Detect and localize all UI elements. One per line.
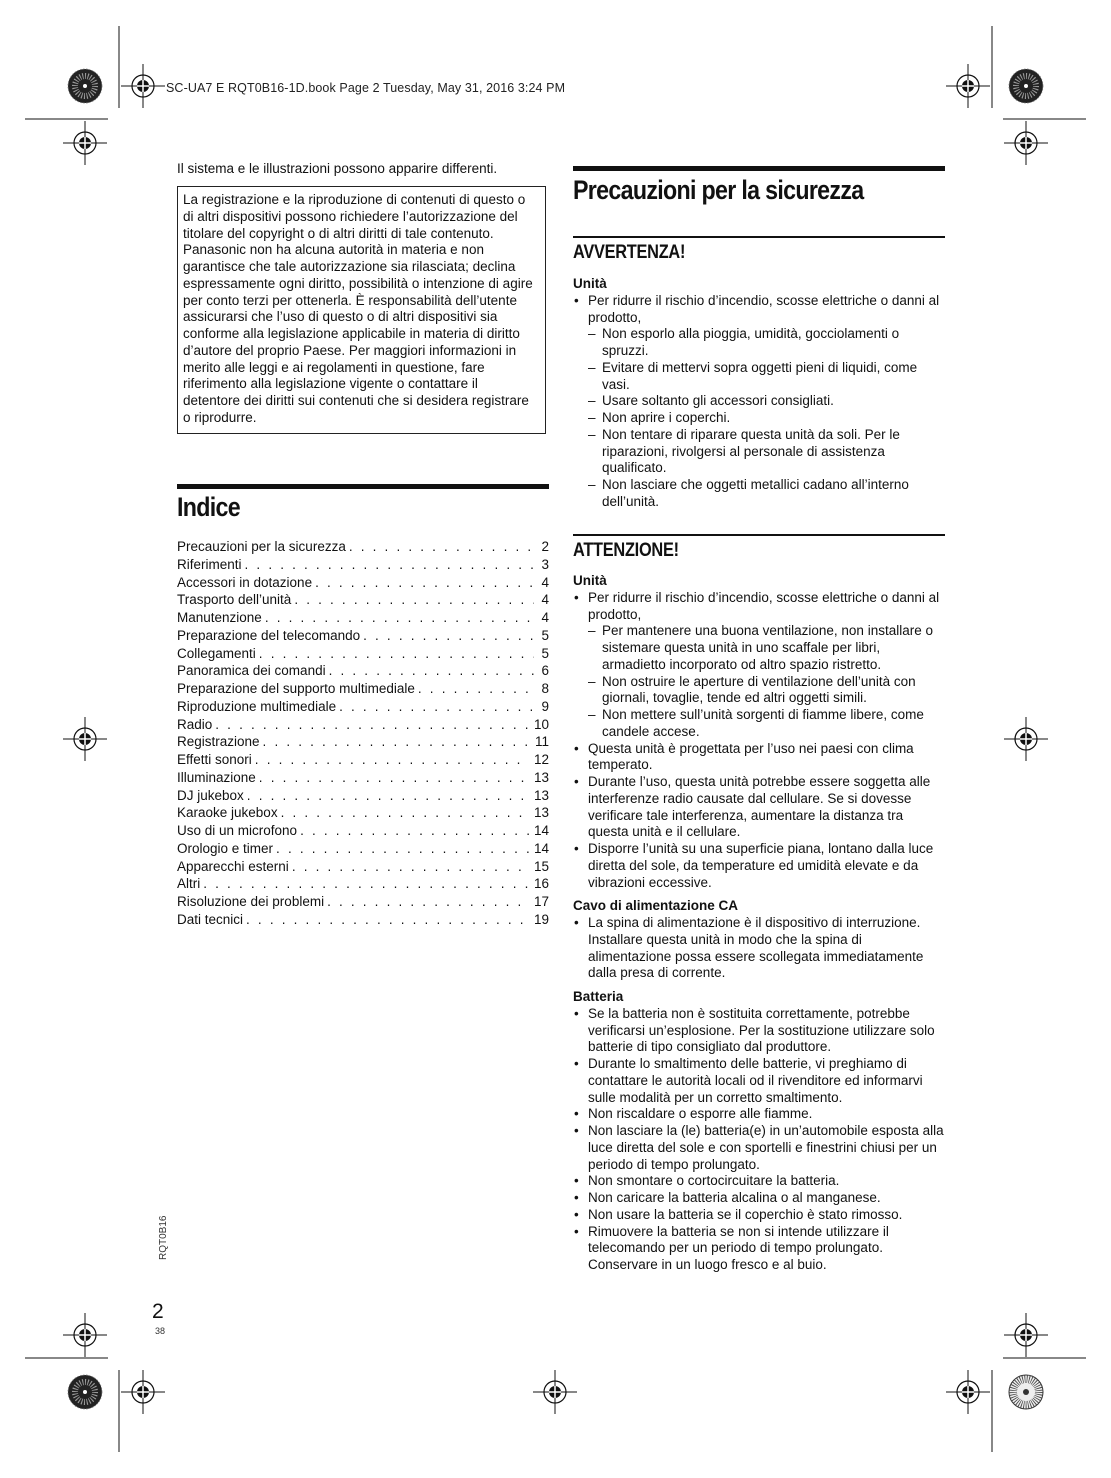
toc-leader-dots <box>281 805 529 820</box>
toc-leader-dots <box>315 575 534 590</box>
list-item: – Per mantenere una buona ventilazione, non installare o sistemare questa unità in uno scaffale per libri, armadietto incorporato od altro spazio ristretto. <box>573 623 945 673</box>
list-item: • Rimuovere la batteria se non si intende utilizzare il telecomando per un periodo di tempo prolungato. Conservare in un luogo fresco e al buio. <box>573 1224 945 1274</box>
toc-entry-title: Riferimenti <box>177 556 242 572</box>
toc-leader-dots <box>259 770 529 785</box>
toc-entry-title: Altri <box>177 876 201 892</box>
toc-entry-title: Risoluzione dei problemi <box>177 894 325 909</box>
page-number: 2 <box>152 1300 164 1323</box>
toc-entry-page: 12 <box>533 752 549 767</box>
toc-leader-dots <box>300 823 529 838</box>
registration-mark <box>63 121 107 165</box>
toc-leader-dots <box>294 592 534 607</box>
list-item: – Non aprire i coperchi. <box>573 410 945 427</box>
list-item: • Non smontare o cortocircuitare la batteria. <box>573 1173 945 1190</box>
warning-heading: AVVERTENZA! <box>573 242 686 263</box>
toc-entry-page: 11 <box>534 734 549 750</box>
toc-entry-page: 4 <box>541 610 549 625</box>
registration-mark <box>63 1313 107 1357</box>
list-item: • Disporre l’unità su una superficie piana, lontano dalla luce diretta del sole, da temperature ed umidità elevate e da vibrazioni eccessive. <box>573 841 945 891</box>
toc-entry <box>177 823 549 841</box>
print-header: SC-UA7 E RQT0B16-1D.book Page 2 Tuesday, May 31, 2016 3:24 PM <box>166 81 566 95</box>
toc-entry-title: Trasporto dell’unità <box>177 592 292 608</box>
toc-entry-page: 3 <box>541 556 549 572</box>
toc-leader-dots <box>349 539 534 554</box>
intro-line: Il sistema e le illustrazioni possono apparire differenti. <box>177 161 498 176</box>
warning-section <box>573 276 945 511</box>
safety-heading: Precauzioni per la sicurezza <box>573 175 864 205</box>
toc-entry <box>177 717 549 735</box>
toc-entry-title: Panoramica dei comandi <box>177 663 326 679</box>
toc-leader-dots <box>327 894 529 909</box>
toc-entry-title: DJ jukebox <box>177 787 244 803</box>
section-bar <box>177 484 549 489</box>
toc-entry-page: 19 <box>533 911 549 927</box>
toc-entry-page: 5 <box>541 645 549 661</box>
toc-entry-page: 4 <box>541 574 549 590</box>
registration-mark <box>946 64 990 108</box>
registration-mark <box>63 717 107 761</box>
list-item: – Non mettere sull’unità sorgenti di fiamme libere, come candele accese. <box>573 707 945 741</box>
starburst-mark <box>68 69 102 103</box>
toc-leader-dots <box>363 628 534 643</box>
toc-leader-dots <box>276 841 529 856</box>
toc-leader-dots <box>255 752 529 767</box>
toc-entry-title: Karaoke jukebox <box>177 805 278 821</box>
toc-entry <box>177 912 549 930</box>
toc-entry-title: Preparazione del supporto multimediale <box>177 681 415 696</box>
toc-entry-title: Preparazione del telecomando <box>177 627 361 643</box>
toc-leader-dots <box>418 681 534 696</box>
toc-entry <box>177 681 549 699</box>
registration-mark <box>533 1370 577 1414</box>
toc-entry-title: Uso di un microfono <box>177 823 298 838</box>
toc-entry-page: 13 <box>533 805 549 821</box>
toc-entry <box>177 646 549 664</box>
toc-entry-page: 13 <box>533 787 549 803</box>
toc-entry-page: 9 <box>541 698 549 714</box>
registration-mark <box>121 1370 165 1414</box>
toc-entry-page: 17 <box>533 894 549 909</box>
toc-leader-dots <box>339 699 534 714</box>
copyright-notice-box <box>177 186 546 434</box>
list-item: • Non lasciare la (le) batteria(e) in un’automobile esposta alla luce diretta del sole e con sportelli e finestrini chiusi per un periodo di tempo prolungato. <box>573 1123 945 1173</box>
toc-entry <box>177 770 549 788</box>
section-bar <box>573 166 945 171</box>
caution-heading: ATTENZIONE! <box>573 540 679 561</box>
starburst-mark <box>68 1375 102 1409</box>
section-rule <box>573 534 945 536</box>
registration-mark <box>946 1370 990 1414</box>
caution-unit-label: Unità <box>573 573 607 588</box>
list-item: – Evitare di mettervi sopra oggetti pieni di liquidi, come vasi. <box>573 360 945 394</box>
toc-entry-title: Manutenzione <box>177 610 262 625</box>
page-sub-number: 38 <box>155 1326 166 1336</box>
toc-heading: Indice <box>177 492 240 522</box>
toc-entry-page: 10 <box>533 716 549 732</box>
toc-leader-dots <box>246 912 529 927</box>
toc-entry-title: Illuminazione <box>177 769 256 785</box>
toc-leader-dots <box>215 717 529 732</box>
list-item: • Se la batteria non è sostituita correttamente, potrebbe verificarsi un’esplosione. Per la sostituzione utilizzare solo batterie di tipo consigliato dal produttore. <box>573 1006 945 1056</box>
toc-entry-title: Riproduzione multimediale <box>177 698 337 714</box>
toc-entry <box>177 805 549 823</box>
toc-entry-page: 2 <box>541 539 549 554</box>
toc-leader-dots <box>329 663 534 678</box>
toc-entry <box>177 841 549 859</box>
toc-entry-page: 6 <box>541 663 549 679</box>
list-item: • Non caricare la batteria alcalina o al manganese. <box>573 1190 945 1207</box>
toc-entry <box>177 575 549 593</box>
toc-entry <box>177 628 549 646</box>
list-item: • Non riscaldare o esporre alle fiamme. <box>573 1106 945 1123</box>
toc-entry <box>177 557 549 575</box>
toc-entry <box>177 752 549 770</box>
registration-mark <box>1004 717 1048 761</box>
toc-entry <box>177 539 549 557</box>
toc-entry <box>177 610 549 628</box>
battery-label: Batteria <box>573 989 624 1004</box>
list-item: – Non lasciare che oggetti metallici cadano all’interno dell’unità. <box>573 477 945 511</box>
toc-entry-page: 13 <box>533 769 549 785</box>
toc-entry-title: Radio <box>177 716 213 732</box>
toc-entry <box>177 699 549 717</box>
list-item: • Non usare la batteria se il coperchio è stato rimosso. <box>573 1207 945 1224</box>
starburst-mark <box>1009 1375 1043 1409</box>
toc-entry-page: 15 <box>533 858 549 874</box>
starburst-mark <box>1009 69 1043 103</box>
toc-entry-page: 8 <box>541 681 549 696</box>
toc-entry-page: 16 <box>533 876 549 892</box>
list-item: • Durante l’uso, questa unità potrebbe essere soggetta alle interferenze radio causate dal cellulare. Se si dovesse verificare tale interferenza, aumentare la distanza tra questa unità e il cellulare. <box>573 774 945 841</box>
toc-entry-title: Collegamenti <box>177 645 256 661</box>
registration-mark <box>121 64 165 108</box>
toc-entry <box>177 592 549 610</box>
toc-entry <box>177 663 549 681</box>
registration-mark <box>1004 1313 1048 1357</box>
toc-entry <box>177 734 549 752</box>
copyright-notice-text: La registrazione e la riproduzione di contenuti di questo o di altri dispositivi possono richiedere l’autorizzazione del titolare del copyright o di altri diritti di tale contenuto. Panasonic non ha alcuna autorità in materia e non garantisce che tale autorizzazione sia rilasciata; declina espressamente ogni diritto, possibilità o intenzione di agire per conto terzi per ottenerla. È responsabilità dell’utente assicurarsi che l’uso di questo o di altri dispositivi sia conforme alla legislazione applicabile in materia di diritto d’autore del proprio Paese. Per maggiori informazioni in merito alle leggi e ai regolamenti in questione, fare riferimento alla legislazione vigente o contattare il detentore dei diritti sui contenuti che si desidera registrare o riprodurre. <box>183 192 533 425</box>
ac-cord-label: Cavo di alimentazione CA <box>573 898 739 914</box>
toc-entry <box>177 876 549 894</box>
toc-entry <box>177 859 549 877</box>
list-item: – Non ostruire le aperture di ventilazione dell’unità con giornali, tovaglie, tende ed altri oggetti simili. <box>573 674 945 708</box>
toc-entry-page: 5 <box>541 627 549 643</box>
toc-entry <box>177 894 549 912</box>
list-item: • Questa unità è progettata per l’uso nei paesi con clima temperato. <box>573 741 945 775</box>
list-item: – Non esporlo alla pioggia, umidità, gocciolamenti o spruzzi. <box>573 326 945 360</box>
list-item: – Usare soltanto gli accessori consigliati. <box>573 393 945 410</box>
toc-entry-page: 14 <box>533 840 549 856</box>
toc-entry-title: Registrazione <box>177 734 260 750</box>
toc-entry-title: Apparecchi esterni <box>177 858 289 874</box>
toc-leader-dots <box>247 788 529 803</box>
toc-entry-page: 4 <box>541 592 549 608</box>
toc-entry-title: Accessori in dotazione <box>177 574 313 590</box>
toc-leader-dots <box>265 610 534 625</box>
toc-entry-title: Orologio e timer <box>177 840 274 856</box>
list-item: • Per ridurre il rischio d’incendio, scosse elettriche o danni al prodotto, <box>573 590 945 624</box>
toc-entry-title: Dati tecnici <box>177 911 244 927</box>
list-item: • La spina di alimentazione è il dispositivo di interruzione. Installare questa unità in modo che la spina di alimentazione possa essere scollegata immediatamente dalla presa di corrente. <box>573 915 945 982</box>
section-rule <box>573 236 945 238</box>
list-item: – Non tentare di riparare questa unità da soli. Per le riparazioni, rivolgersi al personale di assistenza qualificato. <box>573 427 945 477</box>
document-code: RQT0B16 <box>158 1215 169 1260</box>
toc-leader-dots <box>245 557 534 572</box>
toc-leader-dots <box>263 734 530 749</box>
registration-mark <box>1004 121 1048 165</box>
table-of-contents <box>177 539 549 930</box>
caution-section <box>573 573 945 1274</box>
list-item: • Durante lo smaltimento delle batterie, vi preghiamo di contattare le autorità locali od il rivenditore ed informarvi sulle modalità per un corretto smaltimento. <box>573 1056 945 1106</box>
toc-entry-title: Effetti sonori <box>177 752 252 767</box>
warning-unit-label: Unità <box>573 276 607 291</box>
toc-entry-title: Precauzioni per la sicurezza <box>177 539 346 554</box>
toc-leader-dots <box>292 859 529 874</box>
toc-entry <box>177 788 549 806</box>
toc-leader-dots <box>259 646 534 661</box>
list-item: • Per ridurre il rischio d’incendio, scosse elettriche o danni al prodotto, <box>573 293 945 327</box>
toc-entry-page: 14 <box>533 823 549 838</box>
toc-leader-dots <box>203 876 529 891</box>
